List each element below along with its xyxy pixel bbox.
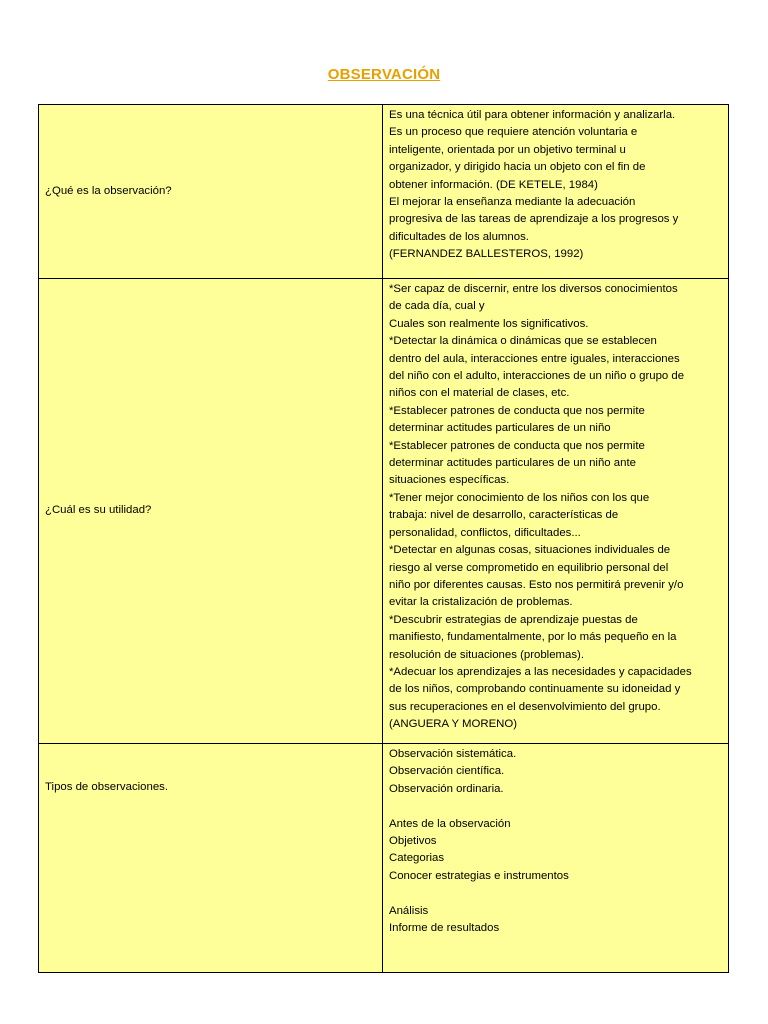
question-cell — [39, 744, 383, 973]
answer-line: dentro del aula, interacciones entre iguales, interacciones — [389, 352, 680, 365]
answer-line: Es un proceso que requiere atención voluntaria e — [389, 126, 638, 139]
answer-line: Análisis — [389, 904, 429, 917]
question-cell — [39, 279, 383, 744]
observation-table — [38, 104, 729, 973]
answer-line: del niño con el adulto, interacciones de un niño o grupo de — [389, 370, 685, 383]
answer-line: trabaja: nivel de desarrollo, características de — [389, 509, 619, 522]
answer-line: Es una técnica útil para obtener información y analizarla. — [389, 109, 676, 121]
document-title: OBSERVACIÓN — [327, 66, 441, 83]
answer-line: sus recuperaciones en el desenvolvimiento del grupo. — [389, 700, 661, 713]
answer-line: situaciones específicas. — [389, 474, 510, 487]
answer-line: niños con el material de clases, etc. — [389, 387, 570, 400]
answer-line: Cuales son realmente los significativos. — [389, 317, 589, 330]
answer-line: inteligente, orientada por un objetivo terminal u — [389, 143, 626, 156]
answer-line: de cada día, cual y — [389, 300, 485, 313]
answer-line: dificultades de los alumnos. — [389, 230, 529, 243]
answer-line: de los niños, comprobando continuamente su idoneidad y — [389, 683, 681, 696]
answer-cell — [383, 744, 729, 973]
answer-line: *Descubrir estrategias de aprendizaje puestas de — [389, 613, 638, 626]
answer-line: riesgo al verse comprometido en equilibrio personal del — [389, 561, 669, 574]
answer-line: *Tener mejor conocimiento de los niños con los que — [389, 491, 650, 504]
question-text: ¿Qué es la observación? — [45, 184, 172, 197]
answer-line: Antes de la observación — [389, 817, 511, 830]
answer-line: progresiva de las tareas de aprendizaje a los progresos y — [389, 213, 679, 226]
table-row — [39, 279, 729, 744]
answer-line: (ANGUERA Y MORENO) — [389, 718, 518, 731]
table-row — [39, 105, 729, 279]
answer-line: determinar actitudes particulares de un niño — [389, 422, 611, 435]
question-text: Tipos de observaciones. — [45, 781, 169, 794]
answer-line: resolución de situaciones (problemas). — [389, 648, 585, 661]
answer-line: El mejorar la enseñanza mediante la adecuación — [389, 196, 636, 209]
answer-line: Observación científica. — [389, 765, 505, 778]
answer-line: *Adecuar los aprendizajes a las necesidades y capacidades — [389, 665, 692, 678]
answer-line: obtener información. (DE KETELE, 1984) — [389, 178, 598, 191]
answer-line: evitar la cristalización de problemas. — [389, 596, 573, 609]
answer-cell — [383, 279, 729, 744]
answer-line: (FERNANDEZ BALLESTEROS, 1992) — [389, 248, 584, 261]
answer-line: *Detectar la dinámica o dinámicas que se establecen — [389, 335, 657, 348]
answer-line: niño por diferentes causas. Esto nos permitirá prevenir y/o — [389, 578, 684, 591]
answer-line: manifiesto, fundamentalmente, por lo más pequeño en la — [389, 631, 677, 644]
answer-line: *Establecer patrones de conducta que nos permite — [389, 404, 645, 417]
answer-cell — [383, 105, 729, 279]
answer-line: Categorias — [389, 852, 445, 865]
question-text: ¿Cuál es su utilidad? — [45, 504, 152, 517]
answer-line: *Ser capaz de discernir, entre los diversos conocimientos — [389, 283, 678, 295]
answer-line — [389, 885, 722, 902]
answer-line: personalidad, conflictos, dificultades... — [389, 526, 581, 539]
answer-line: Conocer estrategias e instrumentos — [389, 869, 569, 882]
answer-line: Observación ordinaria. — [389, 782, 504, 795]
answer-line: *Establecer patrones de conducta que nos permite — [389, 439, 645, 452]
answer-line: determinar actitudes particulares de un niño ante — [389, 457, 636, 470]
question-cell — [39, 105, 383, 279]
answer-line — [389, 798, 722, 815]
answer-line: Informe de resultados — [389, 922, 500, 935]
answer-line: Observación sistemática. — [389, 748, 517, 760]
answer-line: organizador, y dirigido hacia un objeto con el fin de — [389, 161, 646, 174]
answer-line: *Detectar en algunas cosas, situaciones individuales de — [389, 544, 671, 557]
table-row — [39, 744, 729, 973]
answer-line: Objetivos — [389, 835, 437, 848]
